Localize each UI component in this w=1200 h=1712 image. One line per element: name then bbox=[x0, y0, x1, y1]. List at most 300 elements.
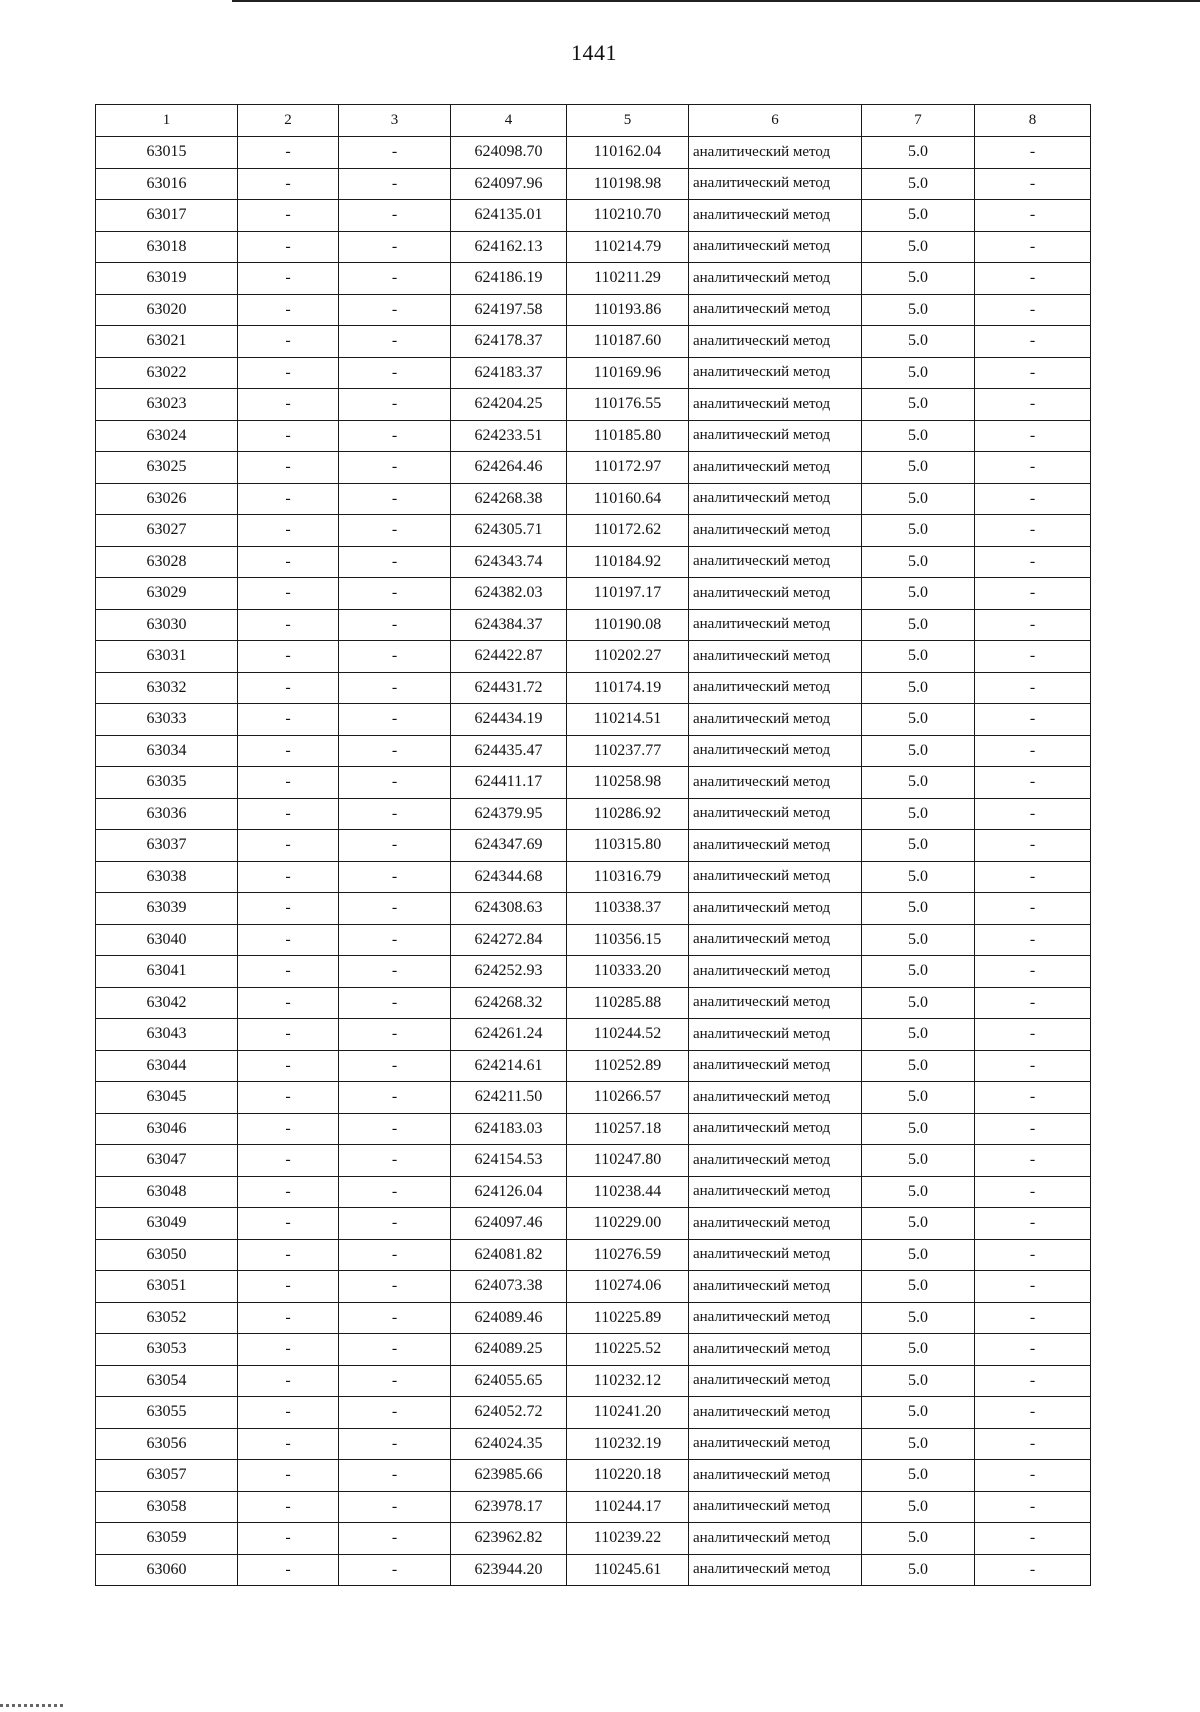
method-cell: аналитический метод bbox=[689, 1334, 862, 1366]
point-number-cell: 63029 bbox=[96, 578, 238, 610]
method-cell: аналитический метод bbox=[689, 1460, 862, 1492]
col2-cell: - bbox=[238, 1397, 339, 1429]
table-row bbox=[96, 1050, 1091, 1082]
method-cell: аналитический метод bbox=[689, 893, 862, 925]
col3-cell: - bbox=[339, 1019, 451, 1051]
col2-cell: - bbox=[238, 200, 339, 232]
table-row bbox=[96, 641, 1091, 673]
col3-cell: - bbox=[339, 1523, 451, 1555]
table-row bbox=[96, 1302, 1091, 1334]
col2-cell: - bbox=[238, 1208, 339, 1240]
col8-cell: - bbox=[975, 735, 1091, 767]
point-number-cell: 63060 bbox=[96, 1554, 238, 1586]
point-number-cell: 63027 bbox=[96, 515, 238, 547]
point-number-cell: 63033 bbox=[96, 704, 238, 736]
accuracy-cell: 5.0 bbox=[862, 1523, 975, 1555]
table-row bbox=[96, 1365, 1091, 1397]
method-cell: аналитический метод bbox=[689, 200, 862, 232]
col2-cell: - bbox=[238, 420, 339, 452]
x-coordinate-cell: 624268.32 bbox=[451, 987, 567, 1019]
y-coordinate-cell: 110225.89 bbox=[567, 1302, 689, 1334]
y-coordinate-cell: 110244.52 bbox=[567, 1019, 689, 1051]
accuracy-cell: 5.0 bbox=[862, 1208, 975, 1240]
table-row bbox=[96, 609, 1091, 641]
point-number-cell: 63052 bbox=[96, 1302, 238, 1334]
point-number-cell: 63015 bbox=[96, 137, 238, 169]
col2-cell: - bbox=[238, 987, 339, 1019]
col3-cell: - bbox=[339, 861, 451, 893]
method-cell: аналитический метод bbox=[689, 578, 862, 610]
accuracy-cell: 5.0 bbox=[862, 861, 975, 893]
accuracy-cell: 5.0 bbox=[862, 231, 975, 263]
accuracy-cell: 5.0 bbox=[862, 1302, 975, 1334]
point-number-cell: 63031 bbox=[96, 641, 238, 673]
table-row bbox=[96, 294, 1091, 326]
col3-cell: - bbox=[339, 987, 451, 1019]
point-number-cell: 63017 bbox=[96, 200, 238, 232]
col8-cell: - bbox=[975, 326, 1091, 358]
y-coordinate-cell: 110241.20 bbox=[567, 1397, 689, 1429]
x-coordinate-cell: 624343.74 bbox=[451, 546, 567, 578]
accuracy-cell: 5.0 bbox=[862, 609, 975, 641]
accuracy-cell: 5.0 bbox=[862, 672, 975, 704]
y-coordinate-cell: 110214.51 bbox=[567, 704, 689, 736]
col8-cell: - bbox=[975, 1019, 1091, 1051]
x-coordinate-cell: 623962.82 bbox=[451, 1523, 567, 1555]
col3-cell: - bbox=[339, 137, 451, 169]
col3-cell: - bbox=[339, 830, 451, 862]
x-coordinate-cell: 624204.25 bbox=[451, 389, 567, 421]
col2-cell: - bbox=[238, 137, 339, 169]
column-header: 4 bbox=[451, 105, 567, 137]
point-number-cell: 63036 bbox=[96, 798, 238, 830]
x-coordinate-cell: 624162.13 bbox=[451, 231, 567, 263]
y-coordinate-cell: 110239.22 bbox=[567, 1523, 689, 1555]
x-coordinate-cell: 624089.46 bbox=[451, 1302, 567, 1334]
col3-cell: - bbox=[339, 483, 451, 515]
col3-cell: - bbox=[339, 1302, 451, 1334]
x-coordinate-cell: 623944.20 bbox=[451, 1554, 567, 1586]
col2-cell: - bbox=[238, 704, 339, 736]
point-number-cell: 63018 bbox=[96, 231, 238, 263]
table-row bbox=[96, 200, 1091, 232]
col8-cell: - bbox=[975, 168, 1091, 200]
method-cell: аналитический метод bbox=[689, 389, 862, 421]
col2-cell: - bbox=[238, 1082, 339, 1114]
method-cell: аналитический метод bbox=[689, 357, 862, 389]
col2-cell: - bbox=[238, 231, 339, 263]
col3-cell: - bbox=[339, 1050, 451, 1082]
accuracy-cell: 5.0 bbox=[862, 389, 975, 421]
col2-cell: - bbox=[238, 1271, 339, 1303]
y-coordinate-cell: 110211.29 bbox=[567, 263, 689, 295]
y-coordinate-cell: 110315.80 bbox=[567, 830, 689, 862]
method-cell: аналитический метод bbox=[689, 1208, 862, 1240]
x-coordinate-cell: 624097.96 bbox=[451, 168, 567, 200]
column-header: 2 bbox=[238, 105, 339, 137]
table-row bbox=[96, 1019, 1091, 1051]
point-number-cell: 63047 bbox=[96, 1145, 238, 1177]
table-row bbox=[96, 1428, 1091, 1460]
col2-cell: - bbox=[238, 578, 339, 610]
method-cell: аналитический метод bbox=[689, 1239, 862, 1271]
method-cell: аналитический метод bbox=[689, 830, 862, 862]
table-row bbox=[96, 483, 1091, 515]
y-coordinate-cell: 110176.55 bbox=[567, 389, 689, 421]
y-coordinate-cell: 110193.86 bbox=[567, 294, 689, 326]
col8-cell: - bbox=[975, 1554, 1091, 1586]
table-row bbox=[96, 231, 1091, 263]
method-cell: аналитический метод bbox=[689, 1491, 862, 1523]
x-coordinate-cell: 624186.19 bbox=[451, 263, 567, 295]
x-coordinate-cell: 624052.72 bbox=[451, 1397, 567, 1429]
table-body bbox=[96, 137, 1091, 1586]
col3-cell: - bbox=[339, 420, 451, 452]
method-cell: аналитический метод bbox=[689, 1176, 862, 1208]
accuracy-cell: 5.0 bbox=[862, 1082, 975, 1114]
accuracy-cell: 5.0 bbox=[862, 483, 975, 515]
point-number-cell: 63038 bbox=[96, 861, 238, 893]
point-number-cell: 63057 bbox=[96, 1460, 238, 1492]
col2-cell: - bbox=[238, 294, 339, 326]
table-row bbox=[96, 578, 1091, 610]
accuracy-cell: 5.0 bbox=[862, 1334, 975, 1366]
accuracy-cell: 5.0 bbox=[862, 987, 975, 1019]
point-number-cell: 63023 bbox=[96, 389, 238, 421]
method-cell: аналитический метод bbox=[689, 263, 862, 295]
col3-cell: - bbox=[339, 893, 451, 925]
column-header: 8 bbox=[975, 105, 1091, 137]
table-row bbox=[96, 389, 1091, 421]
y-coordinate-cell: 110338.37 bbox=[567, 893, 689, 925]
scan-artifact bbox=[0, 1704, 64, 1707]
y-coordinate-cell: 110184.92 bbox=[567, 546, 689, 578]
col8-cell: - bbox=[975, 263, 1091, 295]
col2-cell: - bbox=[238, 515, 339, 547]
col2-cell: - bbox=[238, 609, 339, 641]
point-number-cell: 63021 bbox=[96, 326, 238, 358]
y-coordinate-cell: 110245.61 bbox=[567, 1554, 689, 1586]
point-number-cell: 63059 bbox=[96, 1523, 238, 1555]
accuracy-cell: 5.0 bbox=[862, 1460, 975, 1492]
x-coordinate-cell: 624154.53 bbox=[451, 1145, 567, 1177]
x-coordinate-cell: 624422.87 bbox=[451, 641, 567, 673]
col2-cell: - bbox=[238, 1050, 339, 1082]
col2-cell: - bbox=[238, 357, 339, 389]
method-cell: аналитический метод bbox=[689, 924, 862, 956]
col2-cell: - bbox=[238, 1019, 339, 1051]
x-coordinate-cell: 624183.03 bbox=[451, 1113, 567, 1145]
accuracy-cell: 5.0 bbox=[862, 578, 975, 610]
method-cell: аналитический метод bbox=[689, 231, 862, 263]
method-cell: аналитический метод bbox=[689, 452, 862, 484]
y-coordinate-cell: 110238.44 bbox=[567, 1176, 689, 1208]
accuracy-cell: 5.0 bbox=[862, 1176, 975, 1208]
col8-cell: - bbox=[975, 1208, 1091, 1240]
accuracy-cell: 5.0 bbox=[862, 137, 975, 169]
point-number-cell: 63024 bbox=[96, 420, 238, 452]
point-number-cell: 63046 bbox=[96, 1113, 238, 1145]
col8-cell: - bbox=[975, 1491, 1091, 1523]
col8-cell: - bbox=[975, 987, 1091, 1019]
table-row bbox=[96, 263, 1091, 295]
col8-cell: - bbox=[975, 1428, 1091, 1460]
method-cell: аналитический метод bbox=[689, 137, 862, 169]
x-coordinate-cell: 624135.01 bbox=[451, 200, 567, 232]
x-coordinate-cell: 624264.46 bbox=[451, 452, 567, 484]
y-coordinate-cell: 110356.15 bbox=[567, 924, 689, 956]
y-coordinate-cell: 110229.00 bbox=[567, 1208, 689, 1240]
col2-cell: - bbox=[238, 1554, 339, 1586]
table-row bbox=[96, 924, 1091, 956]
table-row bbox=[96, 767, 1091, 799]
col2-cell: - bbox=[238, 1491, 339, 1523]
col3-cell: - bbox=[339, 641, 451, 673]
y-coordinate-cell: 110252.89 bbox=[567, 1050, 689, 1082]
column-header: 5 bbox=[567, 105, 689, 137]
table-row bbox=[96, 1176, 1091, 1208]
x-coordinate-cell: 624435.47 bbox=[451, 735, 567, 767]
method-cell: аналитический метод bbox=[689, 641, 862, 673]
col2-cell: - bbox=[238, 263, 339, 295]
table-row bbox=[96, 168, 1091, 200]
col3-cell: - bbox=[339, 956, 451, 988]
accuracy-cell: 5.0 bbox=[862, 1239, 975, 1271]
accuracy-cell: 5.0 bbox=[862, 1554, 975, 1586]
accuracy-cell: 5.0 bbox=[862, 798, 975, 830]
accuracy-cell: 5.0 bbox=[862, 200, 975, 232]
point-number-cell: 63042 bbox=[96, 987, 238, 1019]
col8-cell: - bbox=[975, 1239, 1091, 1271]
point-number-cell: 63050 bbox=[96, 1239, 238, 1271]
table-row bbox=[96, 515, 1091, 547]
accuracy-cell: 5.0 bbox=[862, 1019, 975, 1051]
accuracy-cell: 5.0 bbox=[862, 420, 975, 452]
point-number-cell: 63048 bbox=[96, 1176, 238, 1208]
accuracy-cell: 5.0 bbox=[862, 546, 975, 578]
x-coordinate-cell: 624126.04 bbox=[451, 1176, 567, 1208]
method-cell: аналитический метод bbox=[689, 1271, 862, 1303]
col8-cell: - bbox=[975, 483, 1091, 515]
col3-cell: - bbox=[339, 1491, 451, 1523]
point-number-cell: 63030 bbox=[96, 609, 238, 641]
point-number-cell: 63049 bbox=[96, 1208, 238, 1240]
y-coordinate-cell: 110244.17 bbox=[567, 1491, 689, 1523]
col3-cell: - bbox=[339, 1271, 451, 1303]
col2-cell: - bbox=[238, 1113, 339, 1145]
col8-cell: - bbox=[975, 861, 1091, 893]
col8-cell: - bbox=[975, 1302, 1091, 1334]
table-row bbox=[96, 861, 1091, 893]
method-cell: аналитический метод bbox=[689, 861, 862, 893]
method-cell: аналитический метод bbox=[689, 1113, 862, 1145]
point-number-cell: 63045 bbox=[96, 1082, 238, 1114]
point-number-cell: 63025 bbox=[96, 452, 238, 484]
col3-cell: - bbox=[339, 168, 451, 200]
col3-cell: - bbox=[339, 1334, 451, 1366]
table-row bbox=[96, 357, 1091, 389]
col2-cell: - bbox=[238, 767, 339, 799]
x-coordinate-cell: 624347.69 bbox=[451, 830, 567, 862]
x-coordinate-cell: 624379.95 bbox=[451, 798, 567, 830]
x-coordinate-cell: 624178.37 bbox=[451, 326, 567, 358]
method-cell: аналитический метод bbox=[689, 672, 862, 704]
method-cell: аналитический метод bbox=[689, 294, 862, 326]
table-row bbox=[96, 326, 1091, 358]
col3-cell: - bbox=[339, 1082, 451, 1114]
col2-cell: - bbox=[238, 1239, 339, 1271]
y-coordinate-cell: 110225.52 bbox=[567, 1334, 689, 1366]
method-cell: аналитический метод bbox=[689, 1050, 862, 1082]
col8-cell: - bbox=[975, 1113, 1091, 1145]
accuracy-cell: 5.0 bbox=[862, 294, 975, 326]
point-number-cell: 63020 bbox=[96, 294, 238, 326]
x-coordinate-cell: 624073.38 bbox=[451, 1271, 567, 1303]
accuracy-cell: 5.0 bbox=[862, 357, 975, 389]
y-coordinate-cell: 110247.80 bbox=[567, 1145, 689, 1177]
col2-cell: - bbox=[238, 452, 339, 484]
table-row bbox=[96, 1145, 1091, 1177]
column-header: 1 bbox=[96, 105, 238, 137]
accuracy-cell: 5.0 bbox=[862, 168, 975, 200]
col8-cell: - bbox=[975, 1082, 1091, 1114]
col3-cell: - bbox=[339, 1554, 451, 1586]
col3-cell: - bbox=[339, 200, 451, 232]
method-cell: аналитический метод bbox=[689, 1397, 862, 1429]
column-header: 6 bbox=[689, 105, 862, 137]
accuracy-cell: 5.0 bbox=[862, 1050, 975, 1082]
point-number-cell: 63053 bbox=[96, 1334, 238, 1366]
method-cell: аналитический метод bbox=[689, 515, 862, 547]
col8-cell: - bbox=[975, 1460, 1091, 1492]
y-coordinate-cell: 110274.06 bbox=[567, 1271, 689, 1303]
column-header: 3 bbox=[339, 105, 451, 137]
accuracy-cell: 5.0 bbox=[862, 1271, 975, 1303]
col2-cell: - bbox=[238, 1523, 339, 1555]
col3-cell: - bbox=[339, 704, 451, 736]
x-coordinate-cell: 623985.66 bbox=[451, 1460, 567, 1492]
point-number-cell: 63016 bbox=[96, 168, 238, 200]
col2-cell: - bbox=[238, 924, 339, 956]
point-number-cell: 63054 bbox=[96, 1365, 238, 1397]
y-coordinate-cell: 110202.27 bbox=[567, 641, 689, 673]
method-cell: аналитический метод bbox=[689, 987, 862, 1019]
y-coordinate-cell: 110172.62 bbox=[567, 515, 689, 547]
point-number-cell: 63041 bbox=[96, 956, 238, 988]
method-cell: аналитический метод bbox=[689, 546, 862, 578]
col8-cell: - bbox=[975, 1050, 1091, 1082]
accuracy-cell: 5.0 bbox=[862, 515, 975, 547]
col3-cell: - bbox=[339, 924, 451, 956]
col2-cell: - bbox=[238, 893, 339, 925]
x-coordinate-cell: 624183.37 bbox=[451, 357, 567, 389]
col3-cell: - bbox=[339, 735, 451, 767]
accuracy-cell: 5.0 bbox=[862, 956, 975, 988]
y-coordinate-cell: 110258.98 bbox=[567, 767, 689, 799]
col2-cell: - bbox=[238, 1145, 339, 1177]
col3-cell: - bbox=[339, 326, 451, 358]
col8-cell: - bbox=[975, 924, 1091, 956]
table-row bbox=[96, 672, 1091, 704]
table-row bbox=[96, 1082, 1091, 1114]
y-coordinate-cell: 110316.79 bbox=[567, 861, 689, 893]
y-coordinate-cell: 110232.19 bbox=[567, 1428, 689, 1460]
point-number-cell: 63044 bbox=[96, 1050, 238, 1082]
method-cell: аналитический метод bbox=[689, 609, 862, 641]
y-coordinate-cell: 110169.96 bbox=[567, 357, 689, 389]
accuracy-cell: 5.0 bbox=[862, 1428, 975, 1460]
point-number-cell: 63032 bbox=[96, 672, 238, 704]
col3-cell: - bbox=[339, 767, 451, 799]
table-row bbox=[96, 1397, 1091, 1429]
col8-cell: - bbox=[975, 1176, 1091, 1208]
y-coordinate-cell: 110174.19 bbox=[567, 672, 689, 704]
point-number-cell: 63043 bbox=[96, 1019, 238, 1051]
method-cell: аналитический метод bbox=[689, 1019, 862, 1051]
y-coordinate-cell: 110197.17 bbox=[567, 578, 689, 610]
table-row bbox=[96, 735, 1091, 767]
y-coordinate-cell: 110257.18 bbox=[567, 1113, 689, 1145]
col3-cell: - bbox=[339, 452, 451, 484]
point-number-cell: 63019 bbox=[96, 263, 238, 295]
method-cell: аналитический метод bbox=[689, 1145, 862, 1177]
coordinates-table bbox=[95, 104, 1091, 1586]
accuracy-cell: 5.0 bbox=[862, 830, 975, 862]
col3-cell: - bbox=[339, 294, 451, 326]
table-row bbox=[96, 1554, 1091, 1586]
y-coordinate-cell: 110162.04 bbox=[567, 137, 689, 169]
col3-cell: - bbox=[339, 1113, 451, 1145]
col8-cell: - bbox=[975, 1523, 1091, 1555]
table-row bbox=[96, 798, 1091, 830]
col8-cell: - bbox=[975, 452, 1091, 484]
method-cell: аналитический метод bbox=[689, 326, 862, 358]
table-row bbox=[96, 893, 1091, 925]
method-cell: аналитический метод bbox=[689, 704, 862, 736]
accuracy-cell: 5.0 bbox=[862, 735, 975, 767]
x-coordinate-cell: 624197.58 bbox=[451, 294, 567, 326]
accuracy-cell: 5.0 bbox=[862, 1491, 975, 1523]
col8-cell: - bbox=[975, 578, 1091, 610]
accuracy-cell: 5.0 bbox=[862, 1397, 975, 1429]
col2-cell: - bbox=[238, 1176, 339, 1208]
col8-cell: - bbox=[975, 1365, 1091, 1397]
col2-cell: - bbox=[238, 168, 339, 200]
x-coordinate-cell: 624411.17 bbox=[451, 767, 567, 799]
col3-cell: - bbox=[339, 263, 451, 295]
col8-cell: - bbox=[975, 1145, 1091, 1177]
col2-cell: - bbox=[238, 1334, 339, 1366]
x-coordinate-cell: 624384.37 bbox=[451, 609, 567, 641]
col2-cell: - bbox=[238, 956, 339, 988]
col3-cell: - bbox=[339, 1208, 451, 1240]
method-cell: аналитический метод bbox=[689, 1428, 862, 1460]
y-coordinate-cell: 110220.18 bbox=[567, 1460, 689, 1492]
accuracy-cell: 5.0 bbox=[862, 704, 975, 736]
y-coordinate-cell: 110333.20 bbox=[567, 956, 689, 988]
col3-cell: - bbox=[339, 389, 451, 421]
accuracy-cell: 5.0 bbox=[862, 641, 975, 673]
y-coordinate-cell: 110276.59 bbox=[567, 1239, 689, 1271]
table-row bbox=[96, 1239, 1091, 1271]
col3-cell: - bbox=[339, 1145, 451, 1177]
x-coordinate-cell: 624097.46 bbox=[451, 1208, 567, 1240]
accuracy-cell: 5.0 bbox=[862, 452, 975, 484]
col8-cell: - bbox=[975, 357, 1091, 389]
col2-cell: - bbox=[238, 1365, 339, 1397]
x-coordinate-cell: 624344.68 bbox=[451, 861, 567, 893]
y-coordinate-cell: 110190.08 bbox=[567, 609, 689, 641]
